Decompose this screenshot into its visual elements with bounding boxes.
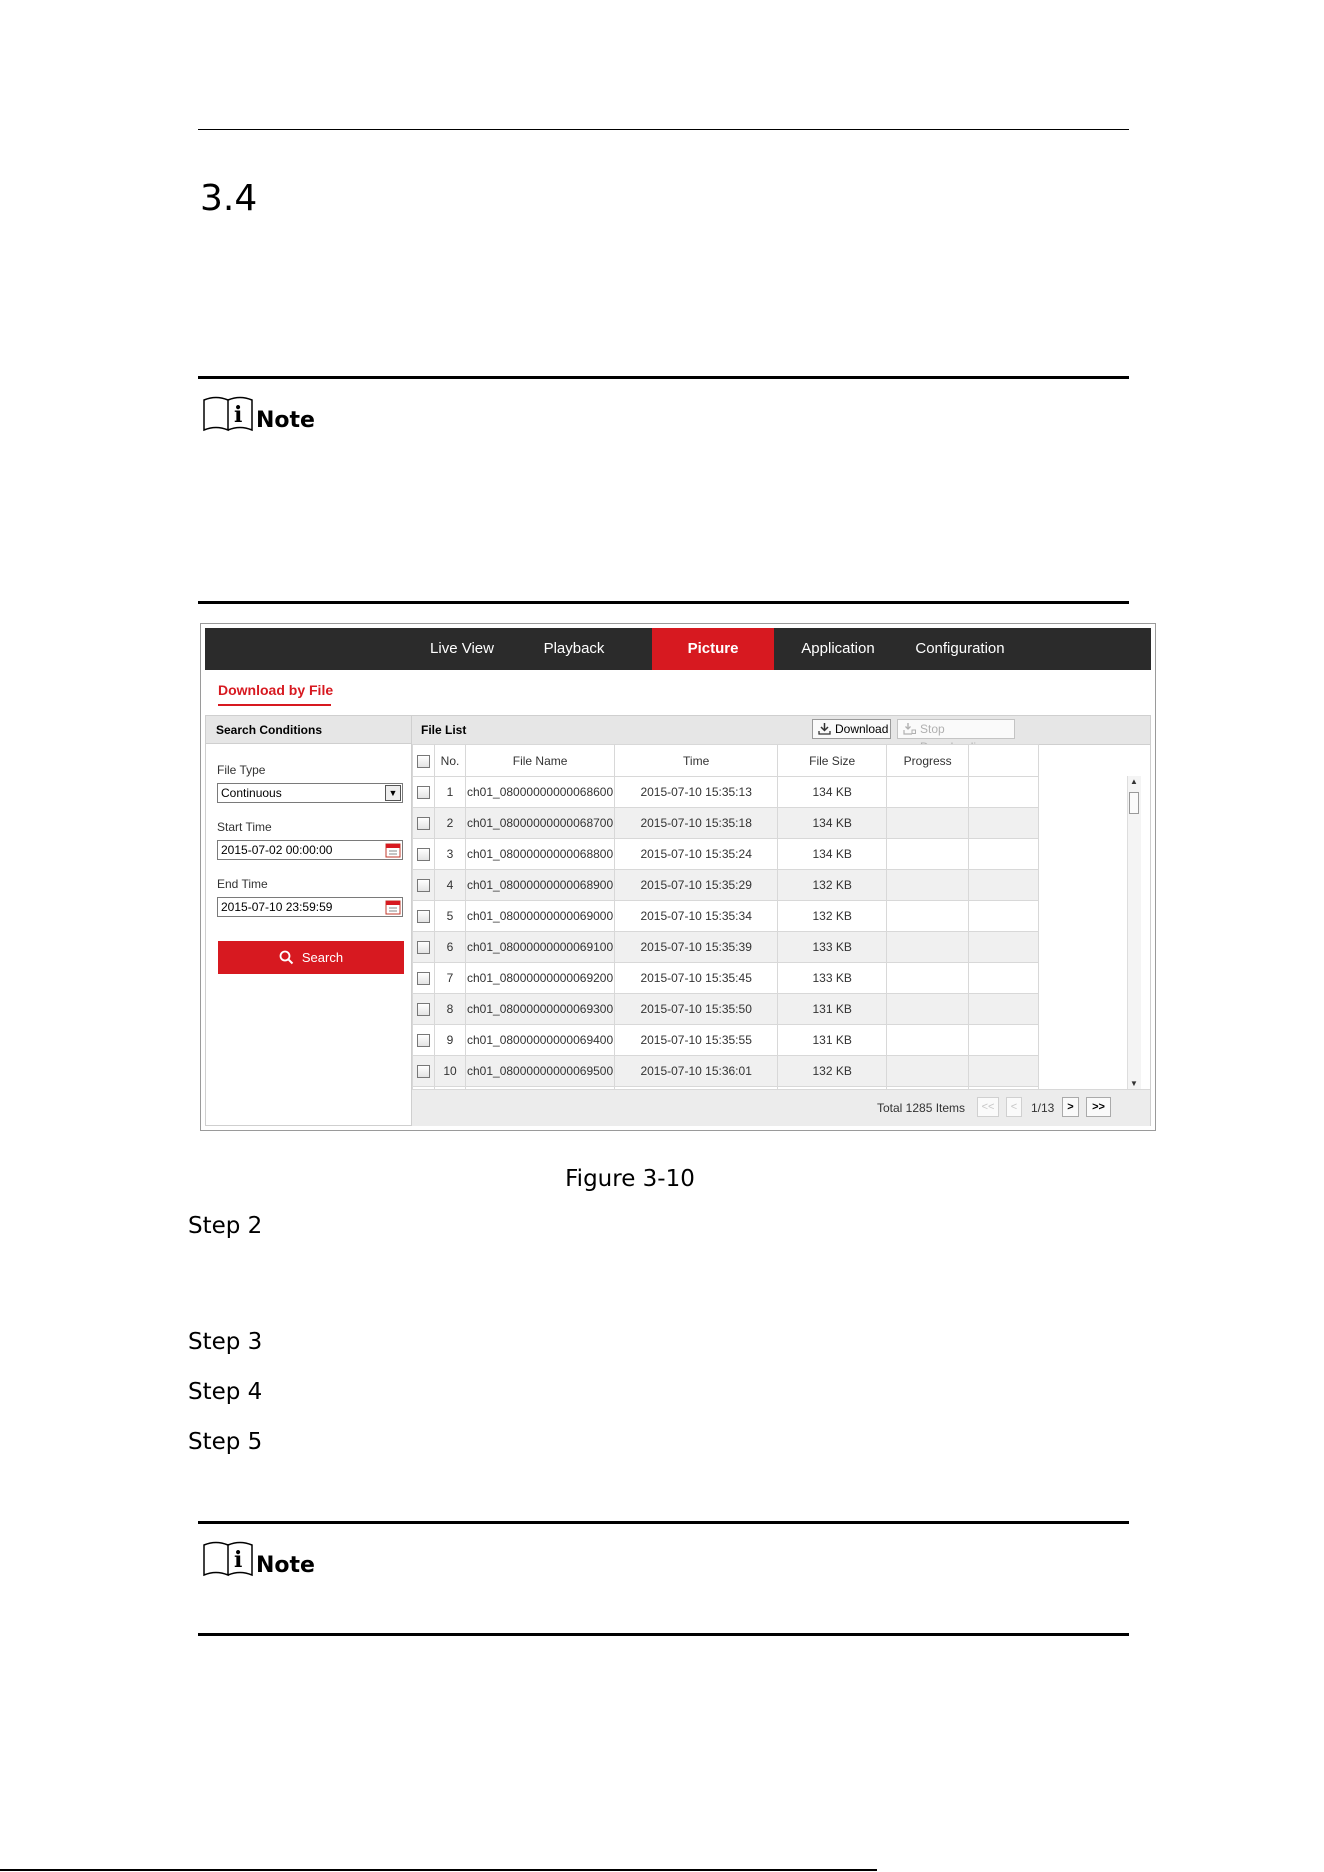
cell-file-size: 132 KB — [778, 870, 887, 901]
table-row[interactable] — [413, 1056, 1039, 1087]
cell-blank — [969, 901, 1039, 932]
cell-no: 8 — [435, 994, 466, 1025]
page-indicator: 1/13 — [1031, 1101, 1055, 1115]
scroll-up-icon[interactable]: ▲ — [1130, 777, 1138, 786]
section-number: 3.4 — [200, 178, 258, 219]
column-header-progress: Progress — [887, 745, 969, 777]
download-button-label: Download — [835, 722, 889, 736]
scroll-down-icon[interactable]: ▼ — [1130, 1079, 1138, 1088]
note-block — [202, 392, 315, 432]
cell-no: 7 — [435, 963, 466, 994]
cell-time: 2015-07-10 15:35:24 — [615, 839, 778, 870]
table-scrollbar[interactable] — [1127, 776, 1141, 1089]
note-block — [202, 1537, 315, 1577]
cell-file-name: ch01_08000000000068700 — [466, 808, 615, 839]
cell-blank — [969, 1025, 1039, 1056]
row-checkbox[interactable] — [413, 963, 435, 994]
cell-time: 2015-07-10 15:35:45 — [615, 963, 778, 994]
active-tab-underline — [218, 704, 331, 706]
start-time-input[interactable] — [217, 840, 403, 860]
column-header-blank — [969, 745, 1039, 777]
cell-file-name: ch01_08000000000069200 — [466, 963, 615, 994]
nav-picture[interactable]: Picture — [652, 628, 774, 670]
top-navigation-bar — [205, 628, 1151, 670]
table-header-row — [413, 745, 1039, 777]
cell-file-name: ch01_08000000000069400 — [466, 1025, 615, 1056]
search-conditions-header: Search Conditions — [206, 716, 411, 744]
row-checkbox[interactable] — [413, 932, 435, 963]
stop-downloading-button[interactable] — [897, 719, 1015, 739]
first-page-button[interactable]: << — [977, 1097, 999, 1117]
row-checkbox[interactable] — [413, 777, 435, 808]
calendar-icon[interactable] — [385, 842, 401, 858]
cell-file-name: ch01_08000000000069500 — [466, 1056, 615, 1087]
table-row[interactable] — [413, 901, 1039, 932]
note-top-rule — [198, 376, 1129, 379]
cell-time: 2015-07-10 15:35:29 — [615, 870, 778, 901]
cell-progress — [887, 932, 969, 963]
nav-configuration[interactable]: Configuration — [915, 640, 1005, 657]
cell-progress — [887, 963, 969, 994]
table-row[interactable] — [413, 839, 1039, 870]
step-label: Step 4 — [188, 1379, 263, 1405]
web-ui-figure — [200, 623, 1156, 1131]
file-type-label: File Type — [217, 763, 266, 777]
cell-file-name: ch01_08000000000069300 — [466, 994, 615, 1025]
end-time-value: 2015-07-10 23:59:59 — [221, 900, 333, 914]
stop-downloading-label: Stop — [920, 722, 945, 736]
calendar-icon[interactable] — [385, 899, 401, 915]
total-items: Total 1285 Items — [877, 1101, 966, 1115]
cell-blank — [969, 963, 1039, 994]
cell-file-name: ch01_08000000000068800 — [466, 839, 615, 870]
note-bottom-rule — [198, 601, 1129, 604]
last-page-button[interactable]: >> — [1086, 1097, 1111, 1117]
row-checkbox[interactable] — [413, 808, 435, 839]
cell-time: 2015-07-10 15:36:01 — [615, 1056, 778, 1087]
svg-text:i: i — [234, 1547, 243, 1573]
step-label: Step 2 — [188, 1213, 263, 1239]
start-time-value: 2015-07-02 00:00:00 — [221, 843, 333, 857]
file-type-value: Continuous — [221, 786, 282, 800]
cell-no: 9 — [435, 1025, 466, 1056]
search-icon — [279, 950, 294, 965]
header-rule — [198, 129, 1129, 130]
cell-file-size: 131 KB — [778, 1025, 887, 1056]
file-list-header — [412, 716, 1150, 745]
search-button[interactable] — [218, 941, 404, 974]
download-button[interactable] — [812, 719, 891, 739]
note-bottom-rule — [198, 1633, 1129, 1636]
end-time-input[interactable] — [217, 897, 403, 917]
cell-no: 1 — [435, 777, 466, 808]
row-checkbox[interactable] — [413, 994, 435, 1025]
table-row[interactable] — [413, 870, 1039, 901]
figure-caption: Figure 3-10 — [565, 1166, 695, 1192]
note-label: Note — [256, 1553, 315, 1578]
cell-no: 10 — [435, 1056, 466, 1087]
file-type-select[interactable] — [217, 783, 403, 803]
dropdown-arrow-icon[interactable]: ▼ — [385, 785, 401, 801]
cell-no: 2 — [435, 808, 466, 839]
cell-blank — [969, 870, 1039, 901]
cell-file-name: ch01_08000000000068600 — [466, 777, 615, 808]
cell-file-size: 133 KB — [778, 963, 887, 994]
table-row[interactable] — [413, 777, 1039, 808]
select-all-checkbox[interactable] — [413, 745, 435, 777]
cell-file-size: 133 KB — [778, 932, 887, 963]
step-label: Step 5 — [188, 1429, 263, 1455]
cell-time: 2015-07-10 15:35:55 — [615, 1025, 778, 1056]
cell-blank — [969, 808, 1039, 839]
prev-page-button[interactable]: < — [1006, 1097, 1022, 1117]
cell-no: 4 — [435, 870, 466, 901]
cell-progress — [887, 870, 969, 901]
note-label: Note — [256, 408, 315, 433]
cell-no: 5 — [435, 901, 466, 932]
cell-progress — [887, 777, 969, 808]
nav-live-view[interactable]: Live View — [430, 640, 494, 657]
cell-no: 3 — [435, 839, 466, 870]
nav-playback[interactable]: Playback — [543, 640, 605, 657]
row-checkbox[interactable] — [413, 870, 435, 901]
search-button-label: Search — [301, 950, 344, 965]
cell-file-size: 134 KB — [778, 808, 887, 839]
table-row[interactable] — [413, 808, 1039, 839]
cell-file-size: 131 KB — [778, 994, 887, 1025]
cell-file-size: 134 KB — [778, 777, 887, 808]
cell-file-size: 132 KB — [778, 901, 887, 932]
cell-file-name: ch01_08000000000068900 — [466, 870, 615, 901]
info-book-icon — [202, 1537, 254, 1577]
cell-progress — [887, 901, 969, 932]
cell-progress — [887, 839, 969, 870]
column-header-file-size: File Size — [778, 745, 887, 777]
column-header-no: No. — [435, 745, 466, 777]
pagination-bar — [412, 1089, 1150, 1126]
cell-progress — [887, 1056, 969, 1087]
cell-blank — [969, 777, 1039, 808]
cell-time: 2015-07-10 15:35:50 — [615, 994, 778, 1025]
step-label: Step 3 — [188, 1329, 263, 1355]
cell-time: 2015-07-10 15:35:34 — [615, 901, 778, 932]
table-row[interactable] — [413, 1025, 1039, 1056]
footer-rule — [0, 1869, 877, 1871]
cell-time: 2015-07-10 15:35:18 — [615, 808, 778, 839]
stop-download-icon — [903, 722, 916, 735]
next-page-button[interactable]: > — [1062, 1097, 1079, 1117]
cell-progress — [887, 994, 969, 1025]
cell-no: 6 — [435, 932, 466, 963]
table-row[interactable] — [413, 932, 1039, 963]
start-time-label: Start Time — [217, 820, 272, 834]
cell-file-size: 132 KB — [778, 1056, 887, 1087]
cell-blank — [969, 994, 1039, 1025]
column-header-time: Time — [615, 745, 778, 777]
cell-blank — [969, 932, 1039, 963]
table-row[interactable] — [413, 963, 1039, 994]
row-checkbox[interactable] — [413, 1056, 435, 1087]
info-book-icon — [202, 392, 254, 432]
cell-blank — [969, 839, 1039, 870]
row-checkbox[interactable] — [413, 901, 435, 932]
nav-application[interactable]: Application — [801, 640, 875, 657]
row-checkbox[interactable] — [413, 1025, 435, 1056]
row-checkbox[interactable] — [413, 839, 435, 870]
note-top-rule — [198, 1521, 1129, 1524]
column-header-file-name: File Name — [466, 745, 615, 777]
cell-progress — [887, 808, 969, 839]
cell-file-name: ch01_08000000000069000 — [466, 901, 615, 932]
cell-blank — [969, 1056, 1039, 1087]
tab-download-by-file[interactable]: Download by File — [218, 682, 334, 698]
cell-file-name: ch01_08000000000069100 — [466, 932, 615, 963]
cell-time: 2015-07-10 15:35:39 — [615, 932, 778, 963]
scroll-thumb[interactable] — [1129, 792, 1139, 814]
file-list-table — [412, 744, 1039, 1118]
end-time-label: End Time — [217, 877, 268, 891]
table-row[interactable] — [413, 994, 1039, 1025]
cell-file-size: 134 KB — [778, 839, 887, 870]
cell-progress — [887, 1025, 969, 1056]
cell-time: 2015-07-10 15:35:13 — [615, 777, 778, 808]
svg-text:i: i — [234, 402, 243, 428]
file-list-title: File List — [421, 723, 467, 737]
download-icon — [818, 722, 831, 735]
